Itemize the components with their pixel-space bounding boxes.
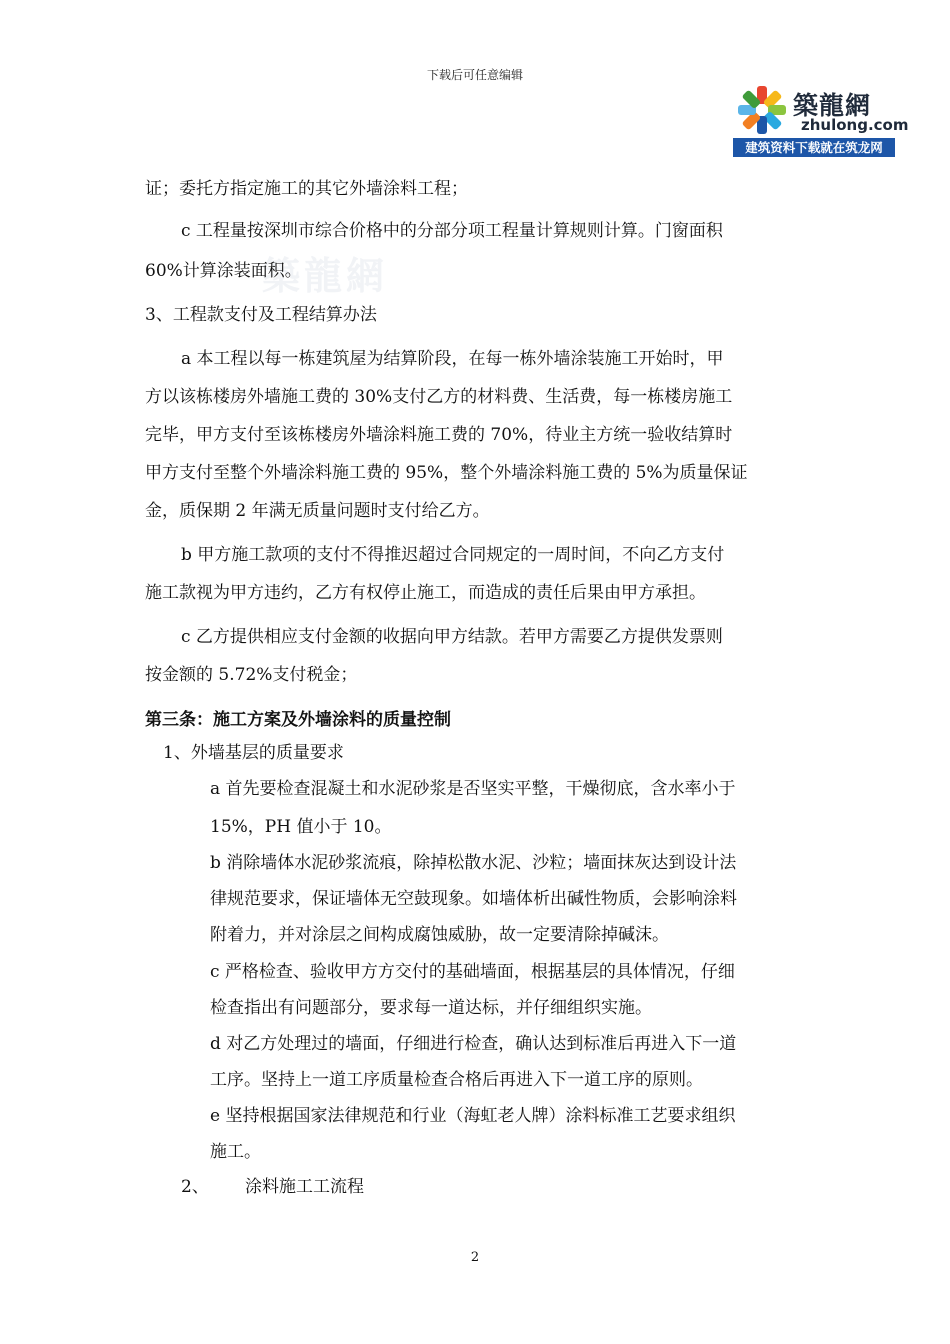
body-line: e 坚持根据国家法律规范和行业（海虹老人牌）涂料标准工艺要求组织 [210, 1106, 736, 1126]
body-line: b 甲方施工款项的支付不得推迟超过合同规定的一周时间，不向乙方支付 [181, 545, 725, 565]
body-line: d 对乙方处理过的墙面，仔细进行检查，确认达到标准后再进入下一道 [210, 1034, 737, 1054]
article-heading: 第三条：施工方案及外墙涂料的质量控制 [145, 710, 451, 730]
body-line: 甲方支付至整个外墙涂料施工费的 95%，整个外墙涂料施工费的 5%为质量保证 [145, 463, 748, 483]
section-heading-3: 3、工程款支付及工程结算办法 [145, 305, 377, 325]
body-line: 律规范要求，保证墙体无空鼓现象。如墙体析出碱性物质，会影响涂料 [210, 889, 737, 909]
logo-tagline: 建筑资料下载就在筑龙网 [733, 138, 895, 157]
page-number: 2 [470, 1250, 480, 1265]
body-line: 工序。坚持上一道工序质量检查合格后再进入下一道工序的原则。 [210, 1070, 703, 1090]
logo-domain: zhulong.com [801, 116, 909, 134]
body-line: 施工。 [210, 1142, 261, 1162]
body-line: a 本工程以每一栋建筑屋为结算阶段，在每一栋外墙涂装施工开始时，甲 [181, 349, 724, 369]
body-line: 证；委托方指定施工的其它外墙涂料工程； [145, 179, 468, 199]
body-line: 15%，PH 值小于 10。 [210, 817, 392, 837]
body-line: b 消除墙体水泥砂浆流痕，除掉松散水泥、沙粒；墙面抹灰达到设计法 [210, 853, 737, 873]
body-line: c 乙方提供相应支付金额的收据向甲方结款。若甲方需要乙方提供发票则 [181, 627, 723, 647]
body-line: 方以该栋楼房外墙施工费的 30%支付乙方的材料费、生活费，每一栋楼房施工 [145, 387, 733, 407]
subsection-heading-1: 1、外墙基层的质量要求 [163, 743, 344, 763]
logo-flower-icon [735, 84, 789, 136]
zhulong-logo [733, 80, 909, 158]
body-line: a 首先要检查混凝土和水泥砂浆是否坚实平整，干燥彻底，含水率小于 [210, 779, 736, 799]
body-line: 60%计算涂装面积。 [145, 261, 302, 281]
body-line: 金，质保期 2 年满无质量问题时支付给乙方。 [145, 501, 490, 521]
body-line: c 工程量按深圳市综合价格中的分部分项工程量计算规则计算。门窗面积 [181, 221, 723, 241]
watermark: 築龍網 [262, 253, 389, 298]
body-line: 附着力，并对涂层之间构成腐蚀威胁，故一定要清除掉碱沫。 [210, 925, 669, 945]
body-line: 施工款视为甲方违约，乙方有权停止施工，而造成的责任后果由甲方承担。 [145, 583, 706, 603]
logo-chinese-name: 築龍網 [793, 91, 872, 120]
subsection-number-2: 2、 [181, 1177, 209, 1197]
body-line: 按金额的 5.72%支付税金； [145, 665, 358, 685]
header-note: 下载后可任意编辑 [426, 68, 523, 82]
logo-center [757, 105, 767, 115]
body-line: c 严格检查、验收甲方方交付的基础墙面，根据基层的具体情况，仔细 [210, 962, 735, 982]
subsection-heading-2: 涂料施工工流程 [245, 1177, 364, 1197]
body-line: 完毕，甲方支付至该栋楼房外墙涂料施工费的 70%，待业主方统一验收结算时 [145, 425, 733, 445]
body-line: 检查指出有问题部分，要求每一道达标，并仔细组织实施。 [210, 998, 652, 1018]
logo-top [733, 80, 909, 136]
